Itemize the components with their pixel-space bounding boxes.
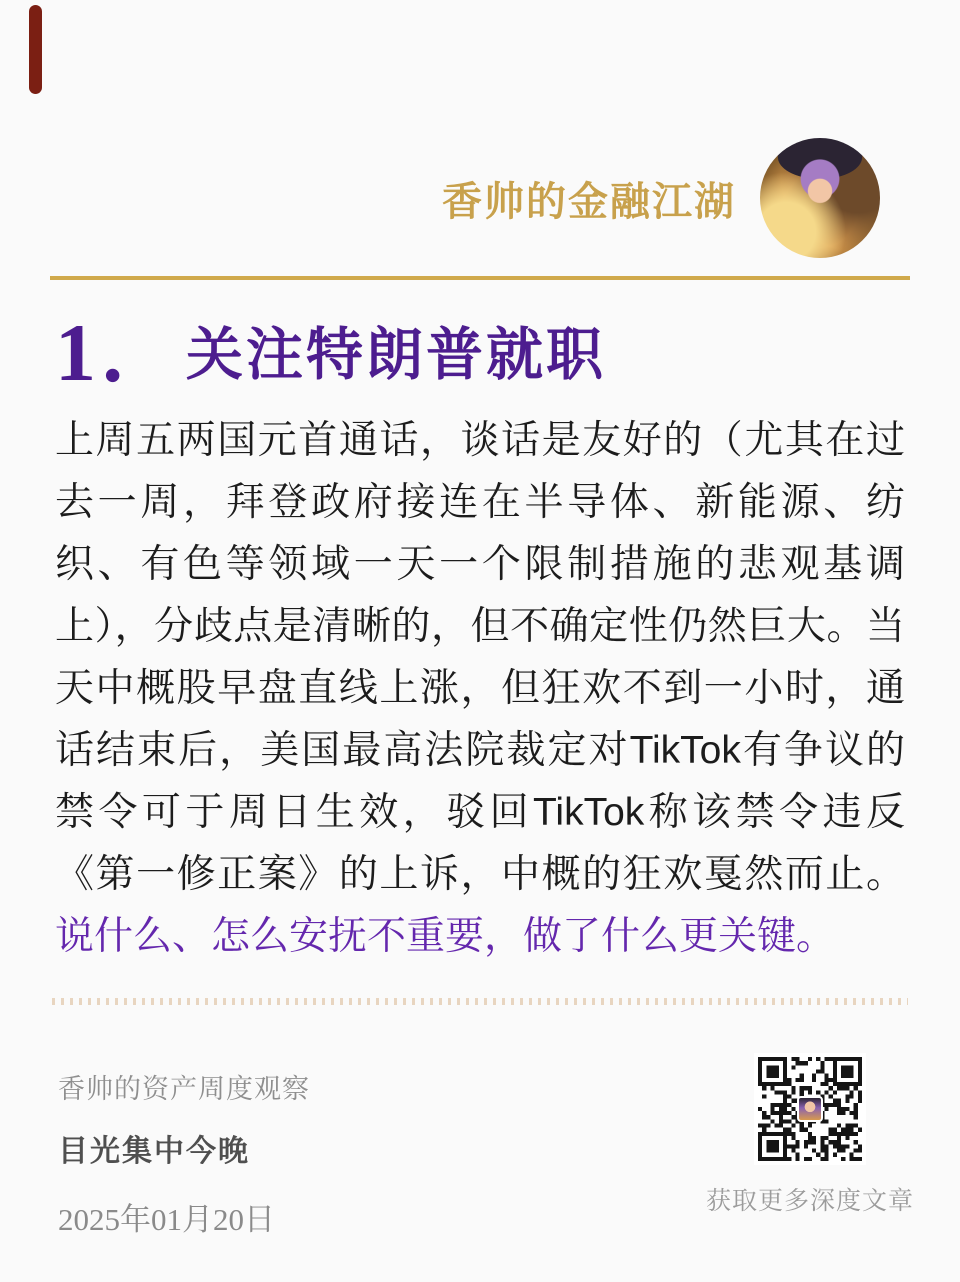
paragraph-highlight-text: 说什么、怎么安抚不重要，做了什么更关键。 <box>55 915 836 958</box>
dotted-divider-line <box>52 998 908 1005</box>
footer-headline: 目光集中今晚 <box>58 1135 250 1168</box>
article-body-section <box>0 307 960 968</box>
paragraph-main-text: 上周五两国元首通话，谈话是友好的（尤其在过去一周，拜登政府接连在半导体、新能源、纺织、有色等领域一天一个限制措施的悲观基调上），分歧点是清晰的，但不确定性仍然巨大。当天中概股早盘直线上涨，但狂欢不到一小时，通话结束后，美国最高法院裁定对TikTok有争议的禁令可于周日生效，驳回TikTok称该禁令违反《第一修正案》的上诉，中概的狂欢戛然而止。 <box>55 419 905 896</box>
footer <box>0 1053 960 1239</box>
qr-center-avatar-icon <box>797 1096 823 1122</box>
qr-caption: 获取更多深度文章 <box>706 1187 915 1215</box>
article-paragraph <box>55 410 905 968</box>
red-accent-bar <box>29 5 42 94</box>
footer-info <box>58 1053 310 1239</box>
article-title-text: 关注特朗普就职 <box>186 324 607 387</box>
qr-code-icon <box>754 1053 866 1165</box>
article-title-number: 1． <box>55 307 187 398</box>
article-title <box>55 307 905 398</box>
brand-title: 香帅的金融江湖 <box>442 178 736 224</box>
header <box>0 0 960 258</box>
footer-qr-block <box>706 1053 915 1217</box>
footer-series-name: 香帅的资产周度观察 <box>58 1074 310 1104</box>
gold-divider-line <box>50 276 910 280</box>
footer-date: 2025年01月20日 <box>58 1202 275 1237</box>
author-avatar <box>760 138 880 258</box>
